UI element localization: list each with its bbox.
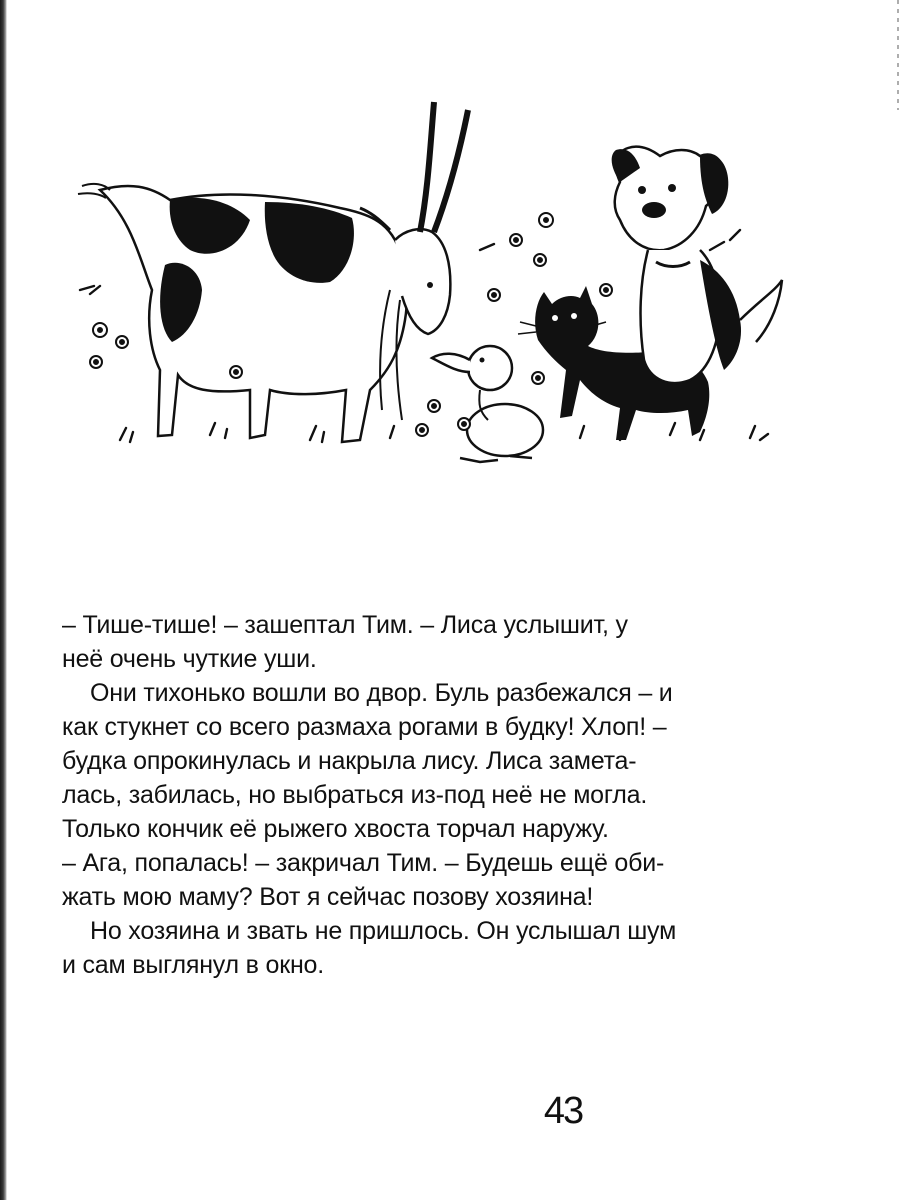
story-text [62,608,730,982]
paragraph-1-line-1: – Тише-тише! – зашептал Тим. – Лиса услышит, у [62,611,628,639]
paragraph-2-line-2: как стукнет со всего размаха рогами в будку! Хлоп! – [62,713,667,741]
page-scan-edge [897,0,899,110]
goat-figure [78,102,468,442]
paragraph-3-line-1: – Ага, попалась! – закричал Тим. – Будешь ещё оби- [62,849,665,877]
paragraph-3-line-2: жать мою маму? Вот я сейчас позову хозяина! [62,883,594,911]
paragraph-2-line-4: лась, забилась, но выбраться из-под неё не могла. [62,781,648,809]
paragraph-4-line-1: Но хозяина и звать не пришлось. Он услышал шум [90,917,677,945]
page-binding-edge [0,0,7,1200]
paragraph-2-line-3: будка опрокинулась и накрыла лису. Лиса замета- [62,747,637,775]
paragraph-2-line-1: Они тихонько вошли во двор. Буль разбежался – и [90,679,673,707]
farm-animals-illustration [60,90,790,480]
paragraph-4-line-2: и сам выглянул в окно. [62,951,325,979]
dog-figure [612,147,782,383]
paragraph-1-line-2: неё очень чуткие уши. [62,645,317,673]
page-number: 43 [543,1090,583,1132]
paragraph-2-line-5: Только кончик её рыжего хвоста торчал наружу. [62,815,609,843]
duckling-figure [432,346,543,462]
